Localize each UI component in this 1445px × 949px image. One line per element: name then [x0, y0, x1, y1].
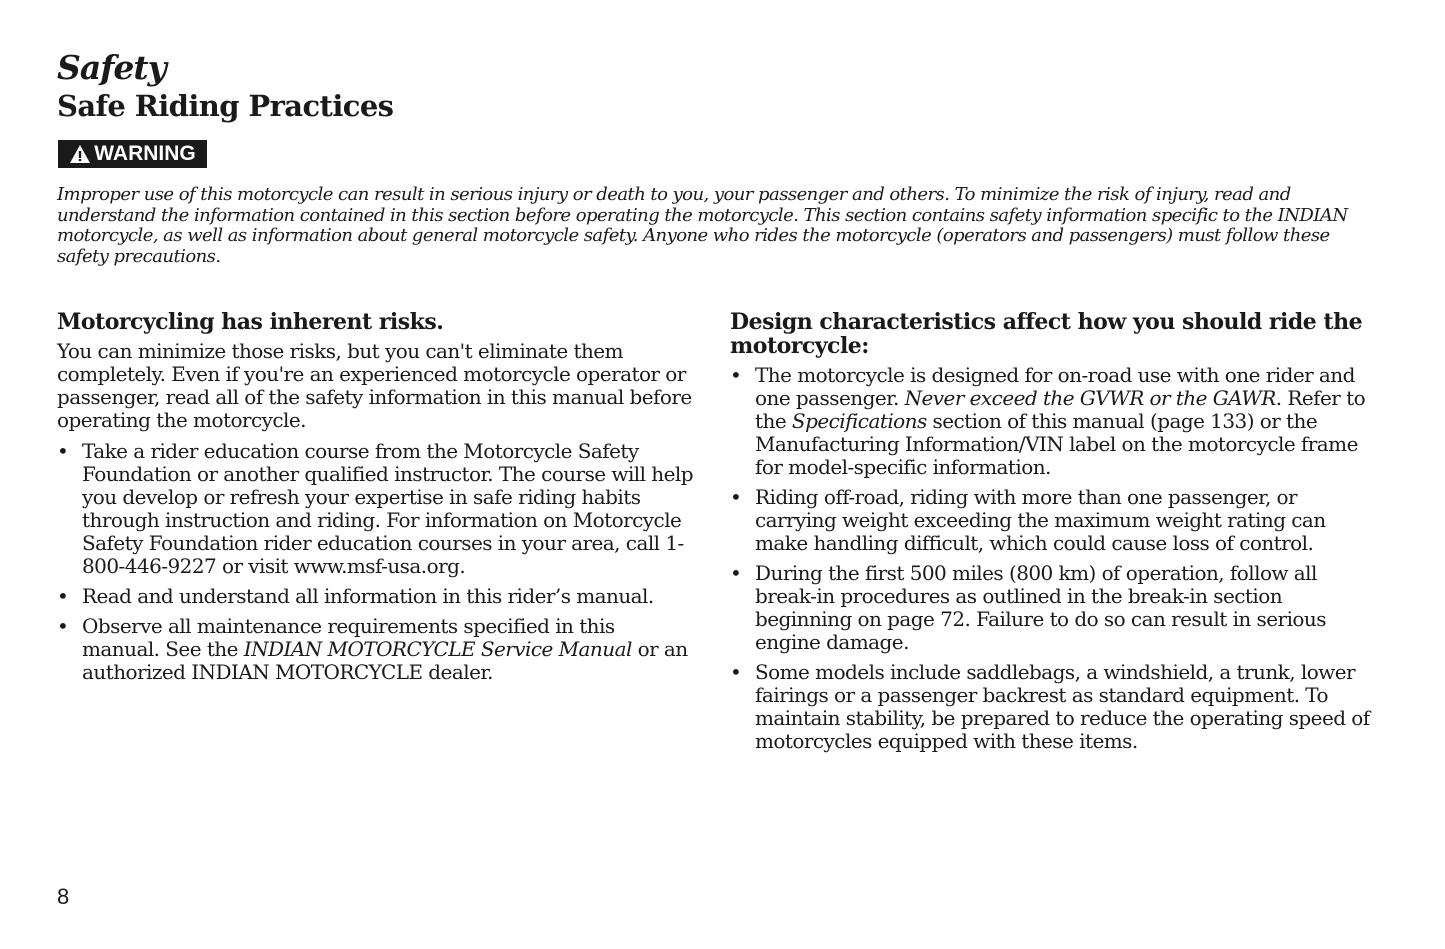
list-item: [730, 661, 1370, 753]
text-run: or an authorized INDIAN MOTORCYCLE dealer.: [82, 637, 688, 684]
right-bullet-list: [730, 364, 1370, 753]
text-run: section of this manual (page 133) or the Manufacturing Information/VIN label on the motorcycle frame for model-specific information.: [755, 409, 1358, 479]
text-run: Observe all maintenance requirements specified in this manual. See the: [82, 614, 615, 661]
right-heading: Design characteristics affect how you should ride the motorcycle:: [730, 309, 1363, 359]
list-item: [57, 615, 693, 684]
bullet: •: [730, 660, 742, 684]
warning-badge: [58, 140, 207, 168]
list-item-text: Read and understand all information in this rider’s manual.: [82, 584, 654, 608]
list-item: [730, 364, 1370, 479]
left-column: [57, 310, 693, 691]
page-number: 8: [57, 884, 70, 909]
bullet: •: [730, 363, 742, 387]
manual-title: INDIAN MOTORCYCLE Service Manual: [243, 637, 632, 661]
list-item: [730, 562, 1370, 654]
list-item-text: During the first 500 miles (800 km) of operation, follow all break-in procedures as outlined in the break-in section beginning on page 72. Failure to do so can result in serious engine damage.: [755, 561, 1326, 654]
bullet: •: [57, 614, 69, 638]
bullet: •: [730, 561, 742, 585]
left-heading: Motorcycling has inherent risks.: [57, 309, 444, 335]
page-title: Safe Riding Practices: [57, 89, 394, 123]
bullet: •: [730, 485, 742, 509]
list-item-text: Some models include saddlebags, a windshield, a trunk, lower fairings or a passenger backrest as standard equipment. To maintain stability, be prepared to reduce the operating speed of motorcycles equipped with these items.: [755, 660, 1370, 753]
list-item: [57, 440, 693, 578]
section-title: Safety: [57, 48, 166, 87]
text-run: . Refer to the: [755, 386, 1366, 433]
list-item: [730, 486, 1370, 555]
warning-text: Improper use of this motorcycle can result in serious injury or death to you, your passenger and others. To minimize the risk of injury, read and understand the information contained in this section before operating the motorcycle. This section contains safety information specific to the INDIAN motorcycle, as well as information about general motorcycle safety. Anyone who rides the motorcycle (operators and passengers) must follow these safety precautions.: [57, 184, 1348, 268]
gvwr-warning: Never exceed the GVWR or the GAWR: [904, 386, 1276, 410]
list-item-text: [755, 363, 1365, 479]
warning-triangle-icon: [69, 144, 91, 164]
specifications-ref: Specifications: [791, 409, 927, 433]
list-item-text: [82, 614, 688, 684]
text-run: The motorcycle is designed for on-road use with one rider and one passenger.: [755, 363, 1355, 410]
warning-label: WARNING: [94, 142, 196, 165]
left-intro: You can minimize those risks, but you can't eliminate them completely. Even if you're an experienced motorcycle operator or passenger, read all of the safety information in this manual before operating the motorcycle.: [57, 339, 692, 432]
list-item-text: Take a rider education course from the Motorcycle Safety Foundation or another qualified instructor. The course will help you develop or refresh your expertise in safe riding habits through instruction and riding. For information on Motorcycle Safety Foundation rider education courses in your area, call 1-800-446-9227 or visit www.msf-usa.org.: [82, 439, 694, 578]
bullet: •: [57, 439, 69, 463]
bullet: •: [57, 584, 69, 608]
left-bullet-list: [57, 440, 693, 684]
right-column: [730, 310, 1370, 760]
list-item: [57, 585, 693, 608]
list-item-text: Riding off-road, riding with more than one passenger, or carrying weight exceeding the maximum weight rating can make handling difficult, which could cause loss of control.: [755, 485, 1326, 555]
